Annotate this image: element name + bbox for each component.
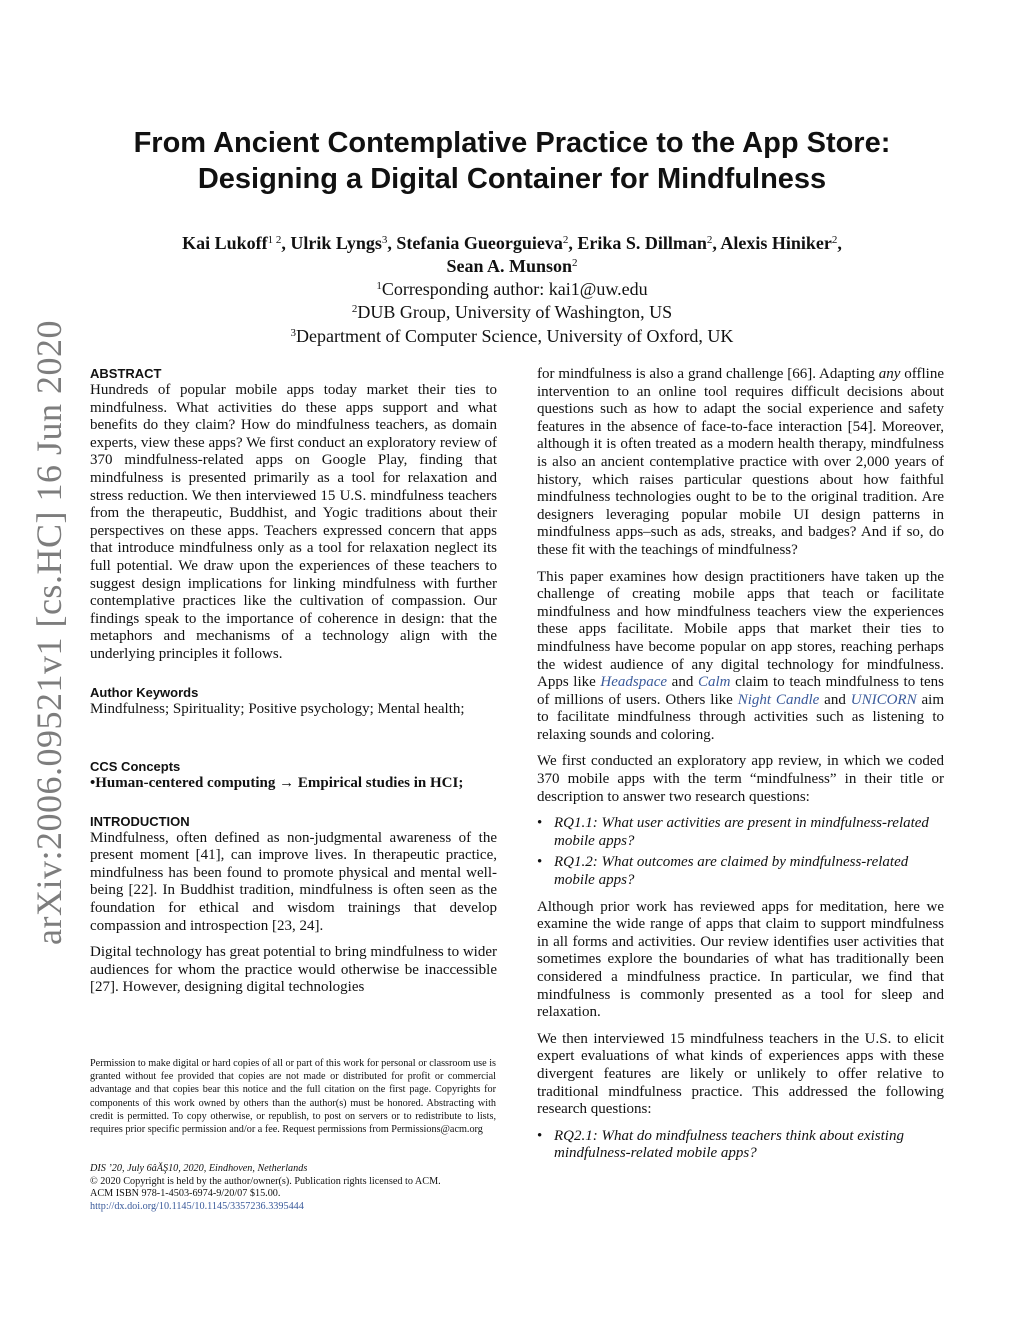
title-line-1: From Ancient Contemplative Practice to the App Store:	[133, 127, 891, 159]
author-name: , Alexis Hiniker	[712, 233, 832, 253]
affiliation-sup: 3	[290, 327, 297, 339]
right-column	[537, 366, 944, 1163]
abstract-text: Hundreds of popular mobile apps today market their ties to mindfulness. What activities do these apps support and what benefits do they claim? How do mindfulness teachers, as domain experts, view these apps? We first conduct an exploratory review of 370 mindfulness-related apps on Google Play, finding that mindfulness is presented primarily as a tool for relaxation and stress reduction. We then interviewed 15 U.S. mindfulness teachers from the therapeutic, Buddhist, and Yogic traditions about their perspectives on these apps. Teachers expressed concern that apps that introduce mindfulness only as a tool for relaxation neglect its full potential. We draw upon the experiences of these teachers to suggest design implications for linking mindfulness with further contemplative practices like the cultivation of compassion. Our findings speak to the importance of coherence in design: that the metaphors and mechanisms of a technology align with the underlying principles it follows.	[90, 382, 497, 662]
night-candle-link[interactable]: Night Candle	[737, 691, 820, 708]
author-names	[0, 232, 1024, 278]
introduction-paragraph-1: Mindfulness, often defined as non-judgmental awareness of the present moment [41], can improve lives. In therapeutic practice, mindfulness has been found to promote physical and mental well-being [22]. In Buddhist tradition, mindfulness is often seen as the foundation for ethical and wisdom trainings that develop compassion and introspection [23, 24].	[90, 829, 497, 934]
venue-block	[90, 1163, 496, 1213]
rq-text: RQ1.2: What outcomes are claimed by mindfulness-related mobile apps?	[554, 854, 909, 889]
right-paragraph-2	[537, 569, 944, 745]
isbn-line: ACM ISBN 978-1-4503-6974-9/20/07 $15.00.	[90, 1188, 281, 1200]
right-paragraph-1	[537, 366, 944, 560]
research-question-1-2	[537, 854, 944, 889]
author-name: , Stefania Gueorguieva	[387, 233, 563, 253]
emphasis-any: any	[878, 366, 901, 382]
author-sup: 2	[706, 234, 713, 246]
introduction-heading: INTRODUCTION	[90, 813, 190, 829]
author-name: Kai Lukoff	[182, 233, 268, 253]
unicorn-link[interactable]: UNICORN	[850, 691, 917, 708]
introduction-paragraph-2: Digital technology has great potential to bring mindfulness to wider audiences for whom the practice would otherwise be inaccessible [27]. However, designing digital technologies	[90, 944, 497, 996]
abstract-heading: ABSTRACT	[90, 366, 162, 381]
permission-notice: Permission to make digital or hard copies of all or part of this work for personal or classroom use is granted without fee provided that copies are not made or distributed for profit or commercial advantage and that copies bear this notice and the full citation on the first page. Copyrights for components of this work owned by others than the author(s) must be honored. Abstracting with credit is permitted. To copy otherwise, or republish, to post on servers or to redistribute to lists, requires prior specific permission and/or a fee. Request permissions from Permissions@acm.org	[90, 1058, 496, 1136]
headspace-link[interactable]: Headspace	[600, 674, 668, 691]
corresponding-email: Corresponding author: kai1@uw.edu	[381, 279, 648, 299]
research-question-2-1	[537, 1128, 944, 1163]
text-run: This paper examines how design practitioners have taken up the challenge of creating mobile apps that teach or facilitate mindfulness and how mindfulness teachers view the experiences these apps facilitate. Mobile apps that market their ties to mindfulness have become popular on app stores, reaching perhaps the widest audience of any digital technology for mindfulness. Apps like	[537, 568, 944, 691]
research-question-1-1	[537, 815, 944, 850]
affiliation-3	[0, 325, 1024, 347]
calm-link[interactable]: Calm	[697, 674, 731, 691]
right-paragraph-3: We first conducted an exploratory app review, in which we coded 370 mobile apps with the term “mindfulness” in their title or description to answer two research questions:	[537, 753, 944, 805]
keywords-heading: Author Keywords	[90, 684, 199, 700]
affiliation-sup: 1	[376, 280, 382, 292]
author-line-2	[0, 255, 1024, 278]
text-run: offline intervention to an online tool requires difficult decisions about questions such as how to adapt the social experience and safety features in the absence of face-to-face interaction [54]. Moreover, although it is often treated as a modern health therapy, mindfulness is also an ancient contemplative practice with over 2,000 years of history, which raises particular questions about how faithful mindfulness technologies ought to be to the original tradition. Are designers leveraging popular mobile UI design patterns in mindfulness apps–such as ads, streaks, and badges? And if so, do these fit with the teachings of mindfulness?	[537, 366, 944, 558]
bullet-icon: •	[537, 815, 543, 832]
author-name: , Erika S. Dillman	[568, 233, 707, 253]
author-line-1	[0, 232, 1024, 255]
keywords-text: Mindfulness; Spirituality; Positive psychology; Mental health;	[90, 700, 465, 717]
text-run: aim to facilitate mindfulness through activities such as listening to relaxing sounds and coloring.	[537, 691, 944, 743]
author-name: Sean A. Munson	[446, 256, 573, 276]
title-line-2: Designing a Digital Container for Mindfulness	[197, 163, 827, 195]
right-paragraph-5: We then interviewed 15 mindfulness teachers in the U.S. to elicit expert evaluations of what kinds of experiences apps with these divergent features are likely or unlikely to offer relative to traditional mindfulness practice. This addressed the following research questions:	[537, 1030, 944, 1118]
author-name: , Ulrik Lyngs	[281, 233, 382, 253]
ccs-heading: CCS Concepts	[90, 759, 181, 775]
right-paragraph-4: Although prior work has reviewed apps for meditation, here we examine the wide range of apps that claim to support mindfulness in all forms and activities. Our review identifies user activities that sometimes explore the boundaries of what has traditionally been considered a mindfulness practice. In particular, we find that mindfulness is commonly presented as a tool for sleep and relaxation.	[537, 898, 944, 1021]
copyright-line: © 2020 Copyright is held by the author/owner(s). Publication rights licensed to ACM.	[90, 1175, 441, 1187]
paper-title	[0, 125, 1024, 197]
affiliation-2	[0, 301, 1024, 323]
affiliation-sup: 2	[351, 303, 358, 315]
text-run: and	[819, 691, 851, 708]
text-run: claim to teach mindfulness to tens of millions of users. Others like	[537, 674, 944, 708]
affiliation-text: DUB Group, University of Washington, US	[357, 302, 673, 322]
affiliation-1	[0, 278, 1024, 300]
doi-link[interactable]: http://dx.doi.org/10.1145/10.1145/3357236.3395444	[90, 1200, 304, 1212]
rq-text: RQ1.1: What user activities are present in mindfulness-related mobile apps?	[554, 815, 929, 849]
author-sup: 2	[572, 257, 578, 269]
left-column	[90, 365, 497, 997]
author-sup: 2	[831, 234, 838, 246]
bullet-icon: •	[537, 1127, 543, 1144]
author-sup: 1 2	[267, 234, 282, 246]
arxiv-side-banner: arXiv:2006.09521v1 [cs.HC] 16 Jun 2020	[29, 320, 69, 945]
text-run: and	[667, 674, 698, 691]
conference-line: DIS ’20, July 6âĂŞ10, 2020, Eindhoven, Netherlands	[90, 1163, 308, 1174]
ccs-text: •Human-centered computing → Empirical studies in HCI;	[90, 775, 464, 792]
author-sup: 2	[562, 234, 569, 246]
bullet-icon: •	[537, 854, 543, 871]
text-run: for mindfulness is also a grand challenge [66]. Adapting	[537, 366, 879, 382]
author-separator: ,	[837, 233, 842, 253]
author-sup: 3	[381, 234, 388, 246]
affiliation-text: Department of Computer Science, University of Oxford, UK	[296, 326, 734, 346]
author-block	[0, 232, 1024, 278]
rq-text: RQ2.1: What do mindfulness teachers think about existing mindfulness-related mobile apps?	[554, 1127, 904, 1162]
